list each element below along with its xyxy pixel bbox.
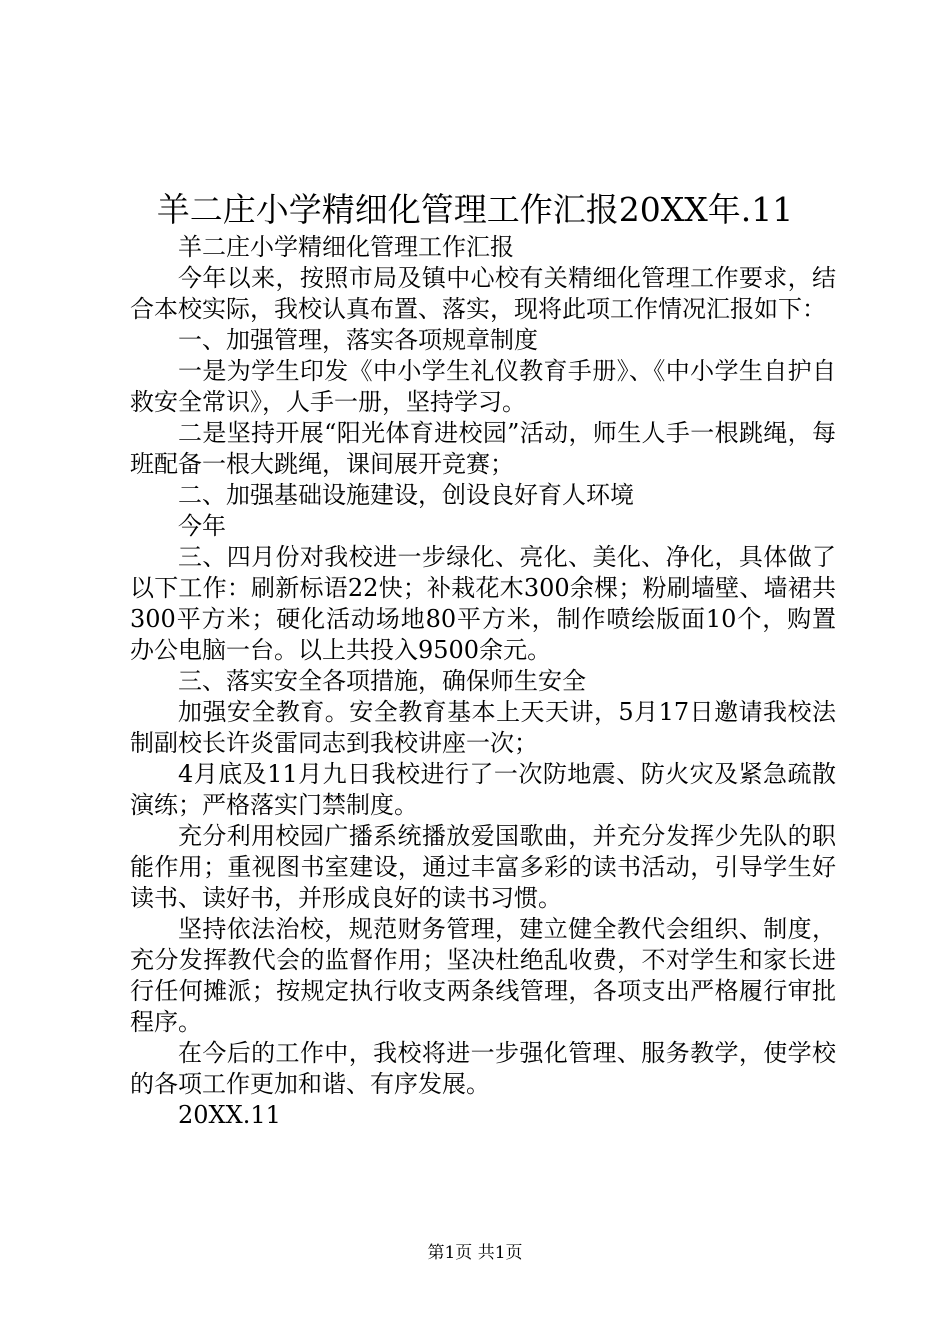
- body-paragraph: 4月底及11月九日我校进行了一次防地震、防火灾及紧急疏散演练；严格落实门禁制度。: [130, 760, 836, 819]
- intro-paragraph: 今年以来，按照市局及镇中心校有关精细化管理工作要求，结合本校实际，我校认真布置、落实，现将此项工作情况汇报如下：: [130, 264, 836, 323]
- body-paragraph: 充分利用校园广播系统播放爱国歌曲，并充分发挥少先队的职能作用；重视图书室建设，通过丰富多彩的读书活动，引导学生好读书、读好书，并形成良好的读书习惯。: [130, 822, 836, 912]
- document-body: [130, 232, 836, 1131]
- subtitle-paragraph: 羊二庄小学精细化管理工作汇报: [178, 233, 514, 261]
- document-title: 羊二庄小学精细化管理工作汇报20XX年.11: [156, 190, 794, 229]
- section-heading-3: 三、落实安全各项措施，确保师生安全: [178, 667, 586, 695]
- closing-paragraph: 在今后的工作中，我校将进一步强化管理、服务教学，使学校的各项工作更加和谐、有序发展。: [130, 1039, 836, 1098]
- body-paragraph: 加强安全教育。安全教育基本上天天讲，5月17日邀请我校法制副校长许炎雷同志到我校讲座一次；: [130, 698, 836, 757]
- body-paragraph: 坚持依法治校，规范财务管理，建立健全教代会组织、制度，充分发挥教代会的监督作用；坚决杜绝乱收费，不对学生和家长进行任何摊派；按规定执行收支两条线管理，各项支出严格履行审批程序。: [130, 915, 836, 1036]
- section-heading-1: 一、加强管理，落实各项规章制度: [178, 326, 538, 354]
- body-paragraph: 二是坚持开展“阳光体育进校园”活动，师生人手一根跳绳，每班配备一根大跳绳，课间展开竞赛；: [130, 419, 836, 478]
- document-date: 20XX.11: [178, 1101, 281, 1129]
- body-paragraph: 今年: [178, 512, 226, 540]
- section-heading-2: 二、加强基础设施建设，创设良好育人环境: [178, 481, 634, 509]
- body-paragraph: 一是为学生印发《中小学生礼仪教育手册》、《中小学生自护自救安全常识》，人手一册，坚持学习。: [130, 357, 836, 416]
- page-footer: 第1页 共1页: [427, 1243, 523, 1263]
- body-paragraph: 三、四月份对我校进一步绿化、亮化、美化、净化，具体做了以下工作：刷新标语22快；补栽花木300余棵；粉刷墙壁、墙裙共300平方米；硬化活动场地80平方米，制作喷绘版面10个，购置办公电脑一台。以上共投入9500余元。: [130, 543, 836, 664]
